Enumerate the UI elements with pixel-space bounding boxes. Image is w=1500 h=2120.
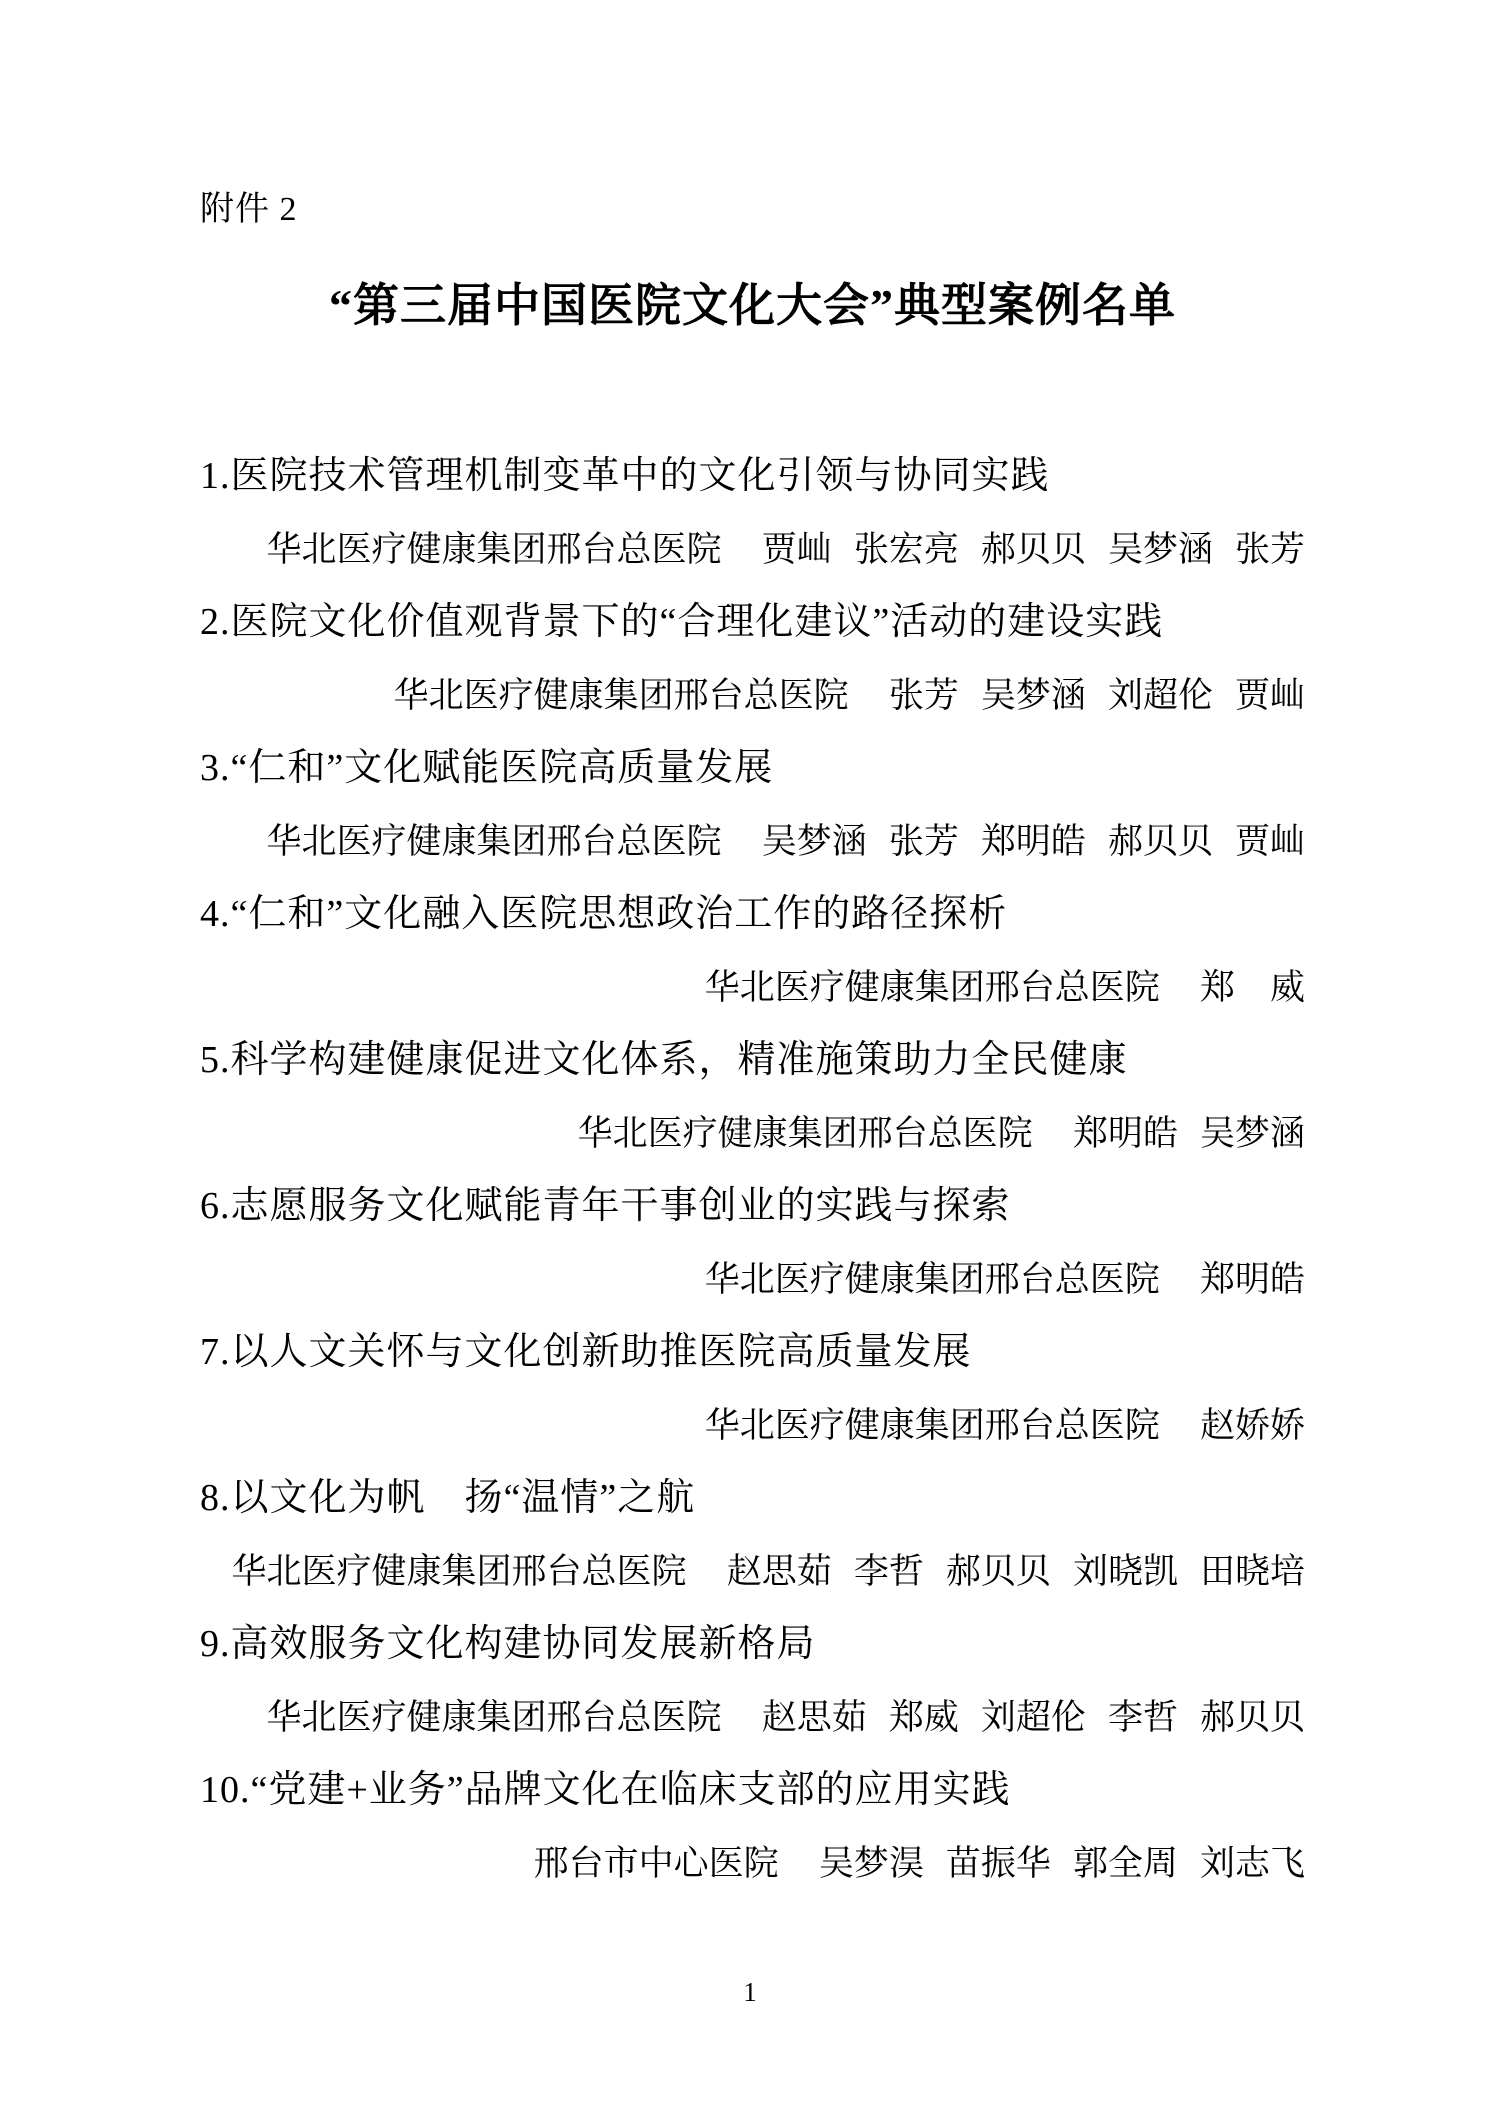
case-organization: 华北医疗健康集团邢台总医院 [704, 967, 1160, 1007]
case-title: 6.志愿服务文化赋能青年干事创业的实践与探索 [200, 1184, 1011, 1227]
case-item [200, 1462, 1305, 1608]
case-author-names: 吴梦淏 苗振华 郭全周 刘志飞 [818, 1843, 1305, 1883]
case-author-names: 吴梦涵 张芳 郑明皓 郝贝贝 贾屾 [761, 821, 1305, 861]
page-number: 1 [743, 1977, 757, 2007]
case-list [200, 440, 1305, 1900]
case-organization: 华北医疗健康集团邢台总医院 [266, 821, 722, 861]
case-title: 2.医院文化价值观背景下的“合理化建议”活动的建设实践 [200, 600, 1164, 643]
case-organization: 华北医疗健康集团邢台总医院 [704, 1259, 1160, 1299]
case-authors-line [200, 1243, 1305, 1316]
case-title: 5.科学构建健康促进文化体系，精准施策助力全民健康 [200, 1038, 1128, 1081]
case-organization: 华北医疗健康集团邢台总医院 [393, 675, 849, 715]
case-item [200, 1608, 1305, 1754]
case-authors-line [200, 1389, 1305, 1462]
case-organization: 华北医疗健康集团邢台总医院 [266, 529, 722, 569]
case-item [200, 1024, 1305, 1170]
case-title: 4.“仁和”文化融入医院思想政治工作的路径探析 [200, 892, 1008, 935]
case-authors-line [200, 951, 1305, 1024]
case-author-names: 赵思茹 郑威 刘超伦 李哲 郝贝贝 [761, 1697, 1305, 1737]
case-title: 9.高效服务文化构建协同发展新格局 [200, 1622, 816, 1665]
case-item [200, 1170, 1305, 1316]
case-organization: 华北医疗健康集团邢台总医院 [231, 1551, 687, 1591]
case-title: 7.以人文关怀与文化创新助推医院高质量发展 [200, 1330, 972, 1373]
case-title: 1.医院技术管理机制变革中的文化引领与协同实践 [200, 454, 1050, 497]
case-authors-line [200, 805, 1305, 878]
case-item [200, 1754, 1305, 1900]
case-item [200, 440, 1305, 586]
case-organization: 邢台市中心医院 [533, 1843, 779, 1883]
case-title: 8.以文化为帆 扬“温情”之航 [200, 1476, 696, 1519]
case-authors-line [200, 1535, 1305, 1608]
case-authors-line [200, 513, 1305, 586]
case-author-names: 郑 威 [1199, 967, 1305, 1007]
case-authors-line [200, 1681, 1305, 1754]
case-item [200, 732, 1305, 878]
case-title: 10.“党建+业务”品牌文化在临床支部的应用实践 [200, 1768, 1011, 1811]
case-author-names: 郑明皓 [1199, 1259, 1305, 1299]
case-author-names: 贾屾 张宏亮 郝贝贝 吴梦涵 张芳 [761, 529, 1305, 569]
case-authors-line [200, 659, 1305, 732]
attachment-label: 附件 2 [200, 191, 298, 228]
case-authors-line [200, 1097, 1305, 1170]
case-item [200, 586, 1305, 732]
case-author-names: 赵娇娇 [1199, 1405, 1305, 1445]
case-organization: 华北医疗健康集团邢台总医院 [577, 1113, 1033, 1153]
case-item [200, 1316, 1305, 1462]
case-item [200, 878, 1305, 1024]
case-organization: 华北医疗健康集团邢台总医院 [704, 1405, 1160, 1445]
case-title: 3.“仁和”文化赋能医院高质量发展 [200, 746, 774, 789]
case-author-names: 张芳 吴梦涵 刘超伦 贾屾 [888, 675, 1305, 715]
case-author-names: 郑明皓 吴梦涵 [1072, 1113, 1305, 1153]
case-author-names: 赵思茹 李哲 郝贝贝 刘晓凯 田晓培 [726, 1551, 1305, 1591]
case-authors-line [200, 1827, 1305, 1900]
page-title: “第三届中国医院文化大会”典型案例名单 [329, 279, 1176, 331]
case-organization: 华北医疗健康集团邢台总医院 [266, 1697, 722, 1737]
